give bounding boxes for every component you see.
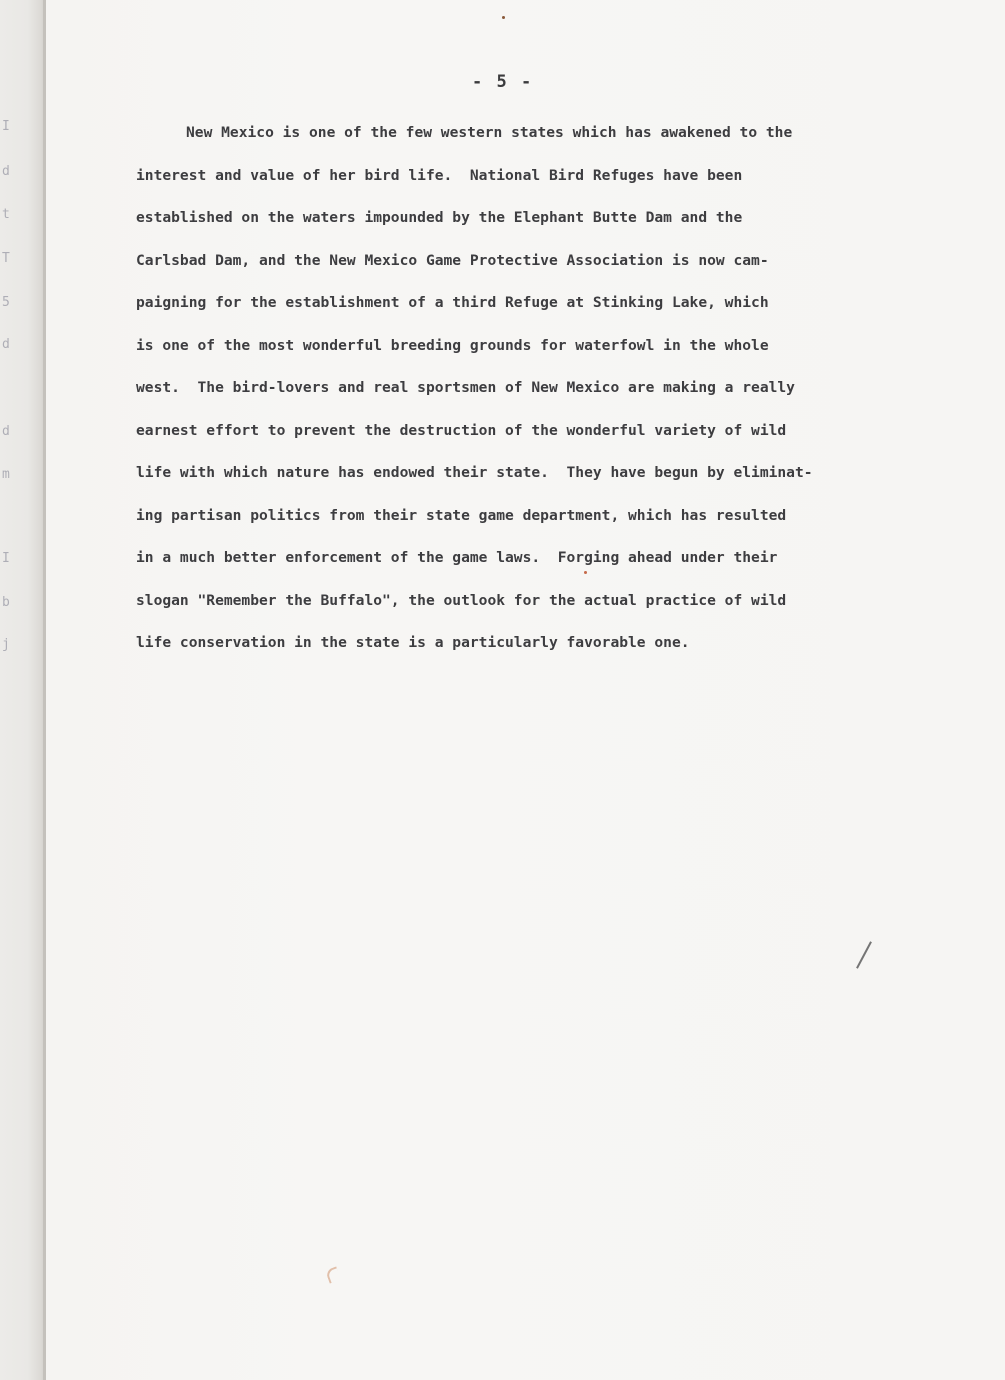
ink-speck <box>502 16 505 19</box>
bleed-through-char: 5 <box>2 295 10 310</box>
document-page <box>46 0 1005 1380</box>
bleed-through-char: I <box>2 551 10 566</box>
bleed-through-char: d <box>2 424 10 439</box>
paragraph-line: is one of the most wonderful breeding grounds for waterfowl in the whole <box>136 336 769 354</box>
paragraph-line: paigning for the establishment of a third Refuge at Stinking Lake, which <box>136 294 769 311</box>
pen-mark <box>856 941 872 968</box>
paragraph-line: life conservation in the state is a particularly favorable one. <box>136 634 690 651</box>
paragraph-line: New Mexico is one of the few western states which has awakened to the <box>186 124 793 141</box>
bleed-through-char: I <box>2 119 10 134</box>
bleed-through-char: d <box>2 164 10 179</box>
body-paragraph <box>136 112 1005 665</box>
bleed-through-char: t <box>2 207 10 222</box>
bleed-through-char: m <box>2 467 10 482</box>
paragraph-line: Carlsbad Dam, and the New Mexico Game Protective Association is now cam- <box>136 251 769 269</box>
paragraph-line: earnest effort to prevent the destruction of the wonderful variety of wild <box>136 421 787 439</box>
bleed-through-char: T <box>2 251 10 266</box>
paragraph-line: west. The bird-lovers and real sportsmen of New Mexico are making a really <box>136 379 795 396</box>
paragraph-line: established on the waters impounded by the Elephant Butte Dam and the <box>136 209 743 226</box>
ink-speck <box>584 571 587 574</box>
paragraph-line: in a much better enforcement of the game laws. Forging ahead under their <box>136 549 778 566</box>
paragraph-line: slogan "Remember the Buffalo", the outlook for the actual practice of wild <box>136 591 787 609</box>
bleed-through-char: j <box>2 637 10 652</box>
paragraph-line: ing partisan politics from their state game department, which has resulted <box>136 506 787 524</box>
stain-mark <box>325 1266 341 1283</box>
bleed-through-char: d <box>2 337 10 352</box>
bleed-through-char: b <box>2 595 10 610</box>
binding-edge <box>0 0 46 1380</box>
page-number: - 5 - <box>472 72 534 92</box>
paragraph-line: life with which nature has endowed their state. They have begun by eliminat- <box>136 464 813 481</box>
paragraph-line: interest and value of her bird life. National Bird Refuges have been <box>136 166 743 184</box>
